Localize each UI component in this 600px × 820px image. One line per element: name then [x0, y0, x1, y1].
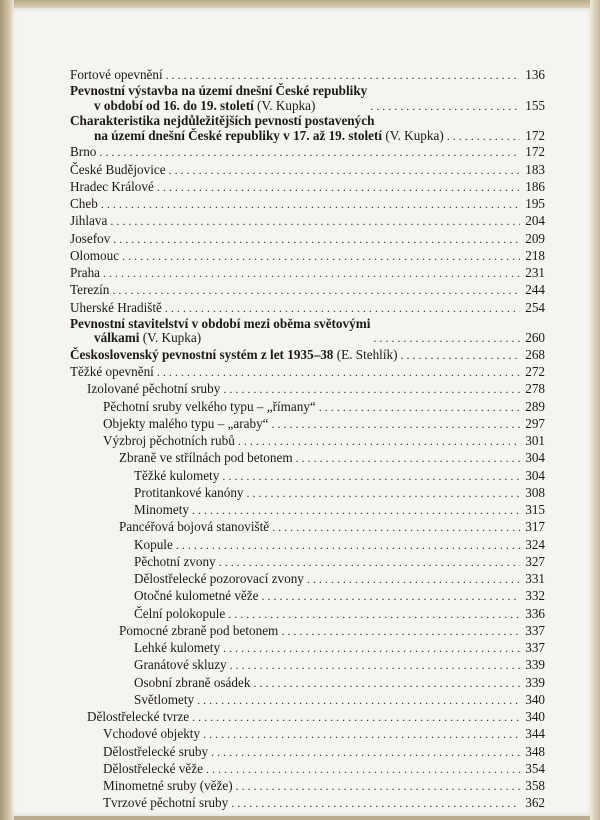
- toc-entry: [70, 449, 545, 466]
- toc-leader-dots: [370, 99, 520, 114]
- toc-page-number: 136: [525, 67, 545, 82]
- toc-title-text: Protitankové kanóny: [134, 484, 244, 500]
- toc-leader-dots: [192, 709, 520, 726]
- toc-page-number: 317: [525, 519, 545, 535]
- toc-page-number: 324: [525, 536, 545, 552]
- toc-entry-title: [70, 66, 163, 83]
- toc-page-number: 260: [525, 330, 545, 346]
- toc-entry-title: [103, 743, 208, 760]
- toc-leader-dots: [176, 537, 520, 554]
- toc-title-text: Výzbroj pěchotních rubů: [103, 433, 235, 448]
- toc-entry-title: [70, 84, 367, 113]
- toc-title-text: Brno: [70, 144, 97, 160]
- toc-title-text: v období od 16. do 19. století: [94, 97, 254, 113]
- toc-entry-title: [103, 777, 233, 794]
- toc-entry-title: [70, 299, 162, 316]
- toc-entry: [70, 501, 545, 518]
- toc-entry-title: [70, 247, 119, 264]
- toc-entry: [70, 536, 545, 553]
- toc-entry-title: [70, 178, 154, 195]
- toc-page-number: 289: [525, 398, 545, 414]
- toc-title-text: Pěchotní sruby velkého typu – „římany“: [103, 398, 316, 414]
- toc-title-text: Pancéřová bojová stanoviště: [119, 519, 270, 535]
- toc-page-number: 337: [525, 640, 545, 655]
- toc-leader-dots: [230, 657, 520, 674]
- toc-page-number: 204: [525, 213, 545, 229]
- toc-leader-dots: [219, 554, 520, 571]
- toc-leader-dots: [223, 640, 520, 657]
- toc-entry: [70, 178, 545, 195]
- toc-title-text: Uherské Hradiště: [70, 299, 162, 315]
- toc-title-text: Dělostřelecké pozorovací zvony: [134, 571, 304, 586]
- toc-entry: [70, 143, 545, 160]
- toc-entry: [70, 66, 545, 83]
- toc-leader-dots: [281, 623, 520, 640]
- toc-entry: [70, 281, 545, 298]
- toc-entry: [70, 83, 545, 113]
- toc-title-text: Jihlava: [70, 213, 108, 229]
- toc-entry-title: [134, 484, 244, 501]
- toc-entry-title: [134, 587, 259, 604]
- toc-leader-dots: [113, 231, 520, 248]
- toc-entry-title: [70, 281, 109, 298]
- toc-page-number: 218: [525, 247, 545, 263]
- toc-entry-title: [70, 264, 100, 281]
- toc-entry: [70, 346, 545, 363]
- toc-entry: [70, 725, 545, 742]
- toc-title-text: Pěchotní zvony: [134, 553, 216, 569]
- toc-title-text: Izolované pěchotní sruby: [87, 381, 221, 397]
- toc-entry-title: [134, 467, 219, 484]
- toc-entry-title: [119, 622, 278, 639]
- toc-title-text: Minometné sruby (věže): [103, 778, 233, 793]
- toc-page-number: 304: [525, 450, 545, 466]
- toc-entry-title: [134, 656, 227, 673]
- toc-entry-title: [70, 195, 98, 212]
- table-of-contents: [70, 66, 545, 812]
- toc-leader-dots: [401, 347, 521, 364]
- toc-entry: [70, 299, 545, 316]
- toc-page-number: 327: [525, 553, 545, 569]
- toc-leader-dots: [211, 744, 520, 761]
- toc-leader-dots: [272, 519, 520, 536]
- toc-entry: [70, 484, 545, 501]
- toc-title-text: Těžké opevnění: [70, 364, 154, 379]
- toc-entry: [70, 161, 545, 178]
- toc-title-text: Čelní polokopule: [134, 605, 226, 621]
- toc-entry-title: [103, 415, 269, 432]
- toc-title-text: Charakteristika nejdůležitějších pevností postavených: [70, 113, 375, 129]
- page-edge-right: [590, 0, 600, 820]
- toc-leader-dots: [296, 450, 520, 467]
- toc-page-number: 340: [525, 709, 545, 724]
- toc-page-number: 297: [525, 415, 545, 431]
- toc-entry: [70, 760, 545, 777]
- toc-entry-title: [70, 143, 96, 160]
- toc-leader-dots: [101, 196, 520, 213]
- toc-entry-title: [70, 161, 166, 178]
- toc-entry: [70, 639, 545, 656]
- toc-leader-dots: [169, 162, 520, 179]
- toc-leader-dots: [262, 588, 521, 605]
- toc-leader-dots: [223, 381, 520, 398]
- toc-entry-title: [134, 553, 216, 570]
- toc-entry-title: [70, 212, 107, 229]
- toc-leader-dots: [166, 67, 520, 84]
- toc-entry: [70, 247, 545, 264]
- toc-title-text: válkami: [94, 330, 140, 346]
- toc-leader-dots: [197, 692, 520, 709]
- toc-page-number: 339: [525, 657, 545, 673]
- toc-leader-dots: [112, 282, 520, 299]
- toc-entry: [70, 656, 545, 673]
- toc-page-number: 344: [525, 726, 545, 742]
- toc-leader-dots: [110, 213, 520, 230]
- toc-author: (V. Kupka): [257, 97, 316, 113]
- toc-entry-title: [134, 691, 194, 708]
- toc-leader-dots: [103, 265, 520, 282]
- toc-title-text: Cheb: [70, 196, 98, 211]
- toc-page-number: 339: [525, 674, 545, 690]
- toc-title-text: České Budějovice: [70, 161, 166, 177]
- toc-entry-title: [134, 605, 225, 622]
- toc-page-number: 315: [525, 502, 545, 517]
- toc-title-text: Dělostřelecké věže: [103, 760, 203, 776]
- toc-title-text: Tvrzové pěchotní sruby: [103, 795, 229, 811]
- toc-title-text: Těžké kulomety: [134, 467, 220, 483]
- toc-leader-dots: [203, 726, 520, 743]
- toc-page-number: 331: [525, 571, 545, 586]
- toc-page-number: 340: [525, 691, 545, 707]
- toc-title-text: Josefov: [70, 230, 111, 246]
- toc-title-line2: [70, 129, 444, 144]
- toc-page-number: 209: [525, 230, 545, 246]
- toc-author: (V. Kupka): [142, 330, 202, 346]
- toc-title-text: Pevnostní výstavba na území dnešní České republiky: [70, 83, 368, 99]
- toc-entry: [70, 553, 545, 570]
- toc-leader-dots: [272, 416, 520, 433]
- toc-entry-title: [134, 536, 173, 553]
- toc-leader-dots: [238, 433, 520, 450]
- toc-title-text: Terezín: [70, 282, 110, 298]
- toc-entry: [70, 743, 545, 760]
- toc-entry-title: [87, 708, 189, 725]
- toc-title-text: Olomouc: [70, 247, 120, 263]
- toc-entry-title: [103, 398, 316, 415]
- toc-title-text: Světlomety: [134, 691, 195, 707]
- toc-title-text: Minomety: [134, 502, 189, 517]
- toc-entry-title: [103, 760, 203, 777]
- toc-entry-title: [103, 432, 235, 449]
- toc-leader-dots: [253, 675, 520, 692]
- toc-leader-dots: [165, 300, 520, 317]
- toc-entry: [70, 708, 545, 725]
- toc-leader-dots: [122, 248, 520, 265]
- toc-title-text: Vchodové objekty: [103, 726, 201, 742]
- toc-entry: [70, 363, 545, 380]
- toc-entry-title: [119, 518, 269, 535]
- toc-title-text: Hradec Králové: [70, 178, 154, 194]
- toc-leader-dots: [236, 778, 520, 795]
- toc-entry-title: [103, 725, 200, 742]
- toc-title-text: Osobní zbraně osádek: [134, 674, 251, 690]
- toc-page-number: 272: [525, 364, 545, 379]
- toc-author: (V. Kupka): [385, 127, 444, 143]
- toc-entry-title: [119, 449, 293, 466]
- toc-entry: [70, 777, 545, 794]
- toc-leader-dots: [222, 468, 520, 485]
- toc-title-text: Zbraně ve střílnách pod betonem: [119, 450, 293, 466]
- toc-leader-dots: [373, 331, 520, 346]
- toc-entry: [70, 467, 545, 484]
- toc-leader-dots: [319, 399, 520, 416]
- toc-leader-dots: [99, 144, 520, 161]
- toc-leader-dots: [157, 179, 520, 196]
- toc-page-number: 354: [525, 760, 545, 776]
- toc-entry: [70, 380, 545, 397]
- toc-entry: [70, 398, 545, 415]
- toc-entry: [70, 605, 545, 622]
- toc-leader-dots: [206, 761, 520, 778]
- toc-entry: [70, 195, 545, 212]
- toc-entry: [70, 587, 545, 604]
- toc-entry-title: [70, 317, 370, 346]
- toc-title-text: Objekty malého typu – „araby“: [103, 415, 269, 431]
- toc-page-number: 304: [525, 467, 545, 483]
- toc-page-number: 172: [525, 127, 545, 143]
- toc-page-number: 337: [525, 622, 545, 638]
- toc-entry: [70, 113, 545, 143]
- toc-entry-title: [134, 639, 220, 656]
- toc-entry-title: [70, 114, 444, 143]
- toc-entry: [70, 230, 545, 247]
- toc-entry-title: [134, 501, 189, 518]
- toc-title-text: Lehké kulomety: [134, 640, 221, 655]
- toc-title-text: Granátové skluzy: [134, 657, 227, 673]
- toc-title-line2: [70, 331, 370, 346]
- toc-leader-dots: [157, 364, 520, 381]
- toc-entry-title: [87, 380, 220, 397]
- toc-leader-dots: [447, 129, 520, 144]
- toc-entry-title: [103, 794, 228, 811]
- toc-page-number: 254: [525, 299, 545, 315]
- toc-title-text: Pevnostní stavitelství v období mezi oběma světovými: [70, 315, 371, 331]
- toc-entry-title: [70, 363, 154, 380]
- toc-page-number: 336: [525, 605, 545, 621]
- toc-page-number: 186: [525, 178, 545, 194]
- toc-leader-dots: [192, 502, 520, 519]
- toc-page-number: 332: [525, 588, 545, 604]
- toc-entry: [70, 794, 545, 811]
- toc-page-number: 172: [525, 144, 545, 160]
- toc-entry-title: [70, 346, 398, 363]
- toc-page-number: 155: [525, 97, 545, 113]
- toc-title-text: Pomocné zbraně pod betonem: [119, 622, 279, 638]
- toc-title-text: Otočné kulometné věže: [134, 588, 259, 604]
- toc-author: (E. Stehlík): [336, 346, 398, 362]
- toc-title-line2: [70, 99, 367, 114]
- toc-entry-title: [134, 674, 250, 691]
- toc-title-text: Dělostřelecké sruby: [103, 743, 209, 759]
- toc-page-number: 244: [525, 282, 545, 298]
- toc-entry: [70, 570, 545, 587]
- toc-page-number: 183: [525, 161, 545, 177]
- toc-title-text: Kopule: [134, 536, 173, 552]
- toc-entry: [70, 518, 545, 535]
- toc-entry: [70, 622, 545, 639]
- toc-entry: [70, 674, 545, 691]
- toc-entry: [70, 212, 545, 229]
- toc-page-number: 358: [525, 778, 545, 793]
- toc-page-number: 268: [525, 346, 545, 362]
- toc-title-text: Fortové opevnění: [70, 67, 163, 82]
- toc-page-number: 308: [525, 484, 545, 500]
- toc-leader-dots: [307, 571, 520, 588]
- toc-page-number: 231: [525, 265, 545, 280]
- toc-entry-title: [134, 570, 304, 587]
- toc-title-text: Československý pevnostní systém z let 1935–38: [70, 346, 334, 362]
- toc-entry: [70, 316, 545, 346]
- toc-entry: [70, 264, 545, 281]
- toc-title-text: na území dnešní České republiky v 17. až 19. století: [94, 127, 383, 143]
- toc-entry: [70, 415, 545, 432]
- toc-title-text: Praha: [70, 265, 101, 280]
- toc-entry: [70, 432, 545, 449]
- toc-entry-title: [70, 230, 110, 247]
- toc-page-number: 348: [525, 743, 545, 759]
- toc-page-number: 195: [525, 196, 545, 211]
- toc-leader-dots: [228, 606, 520, 623]
- toc-page-number: 362: [525, 795, 545, 811]
- toc-leader-dots: [231, 795, 520, 812]
- toc-title-text: Dělostřelecké tvrze: [87, 709, 190, 724]
- toc-entry: [70, 691, 545, 708]
- toc-leader-dots: [247, 485, 520, 502]
- toc-page-number: 301: [525, 433, 545, 448]
- toc-page-number: 278: [525, 381, 545, 397]
